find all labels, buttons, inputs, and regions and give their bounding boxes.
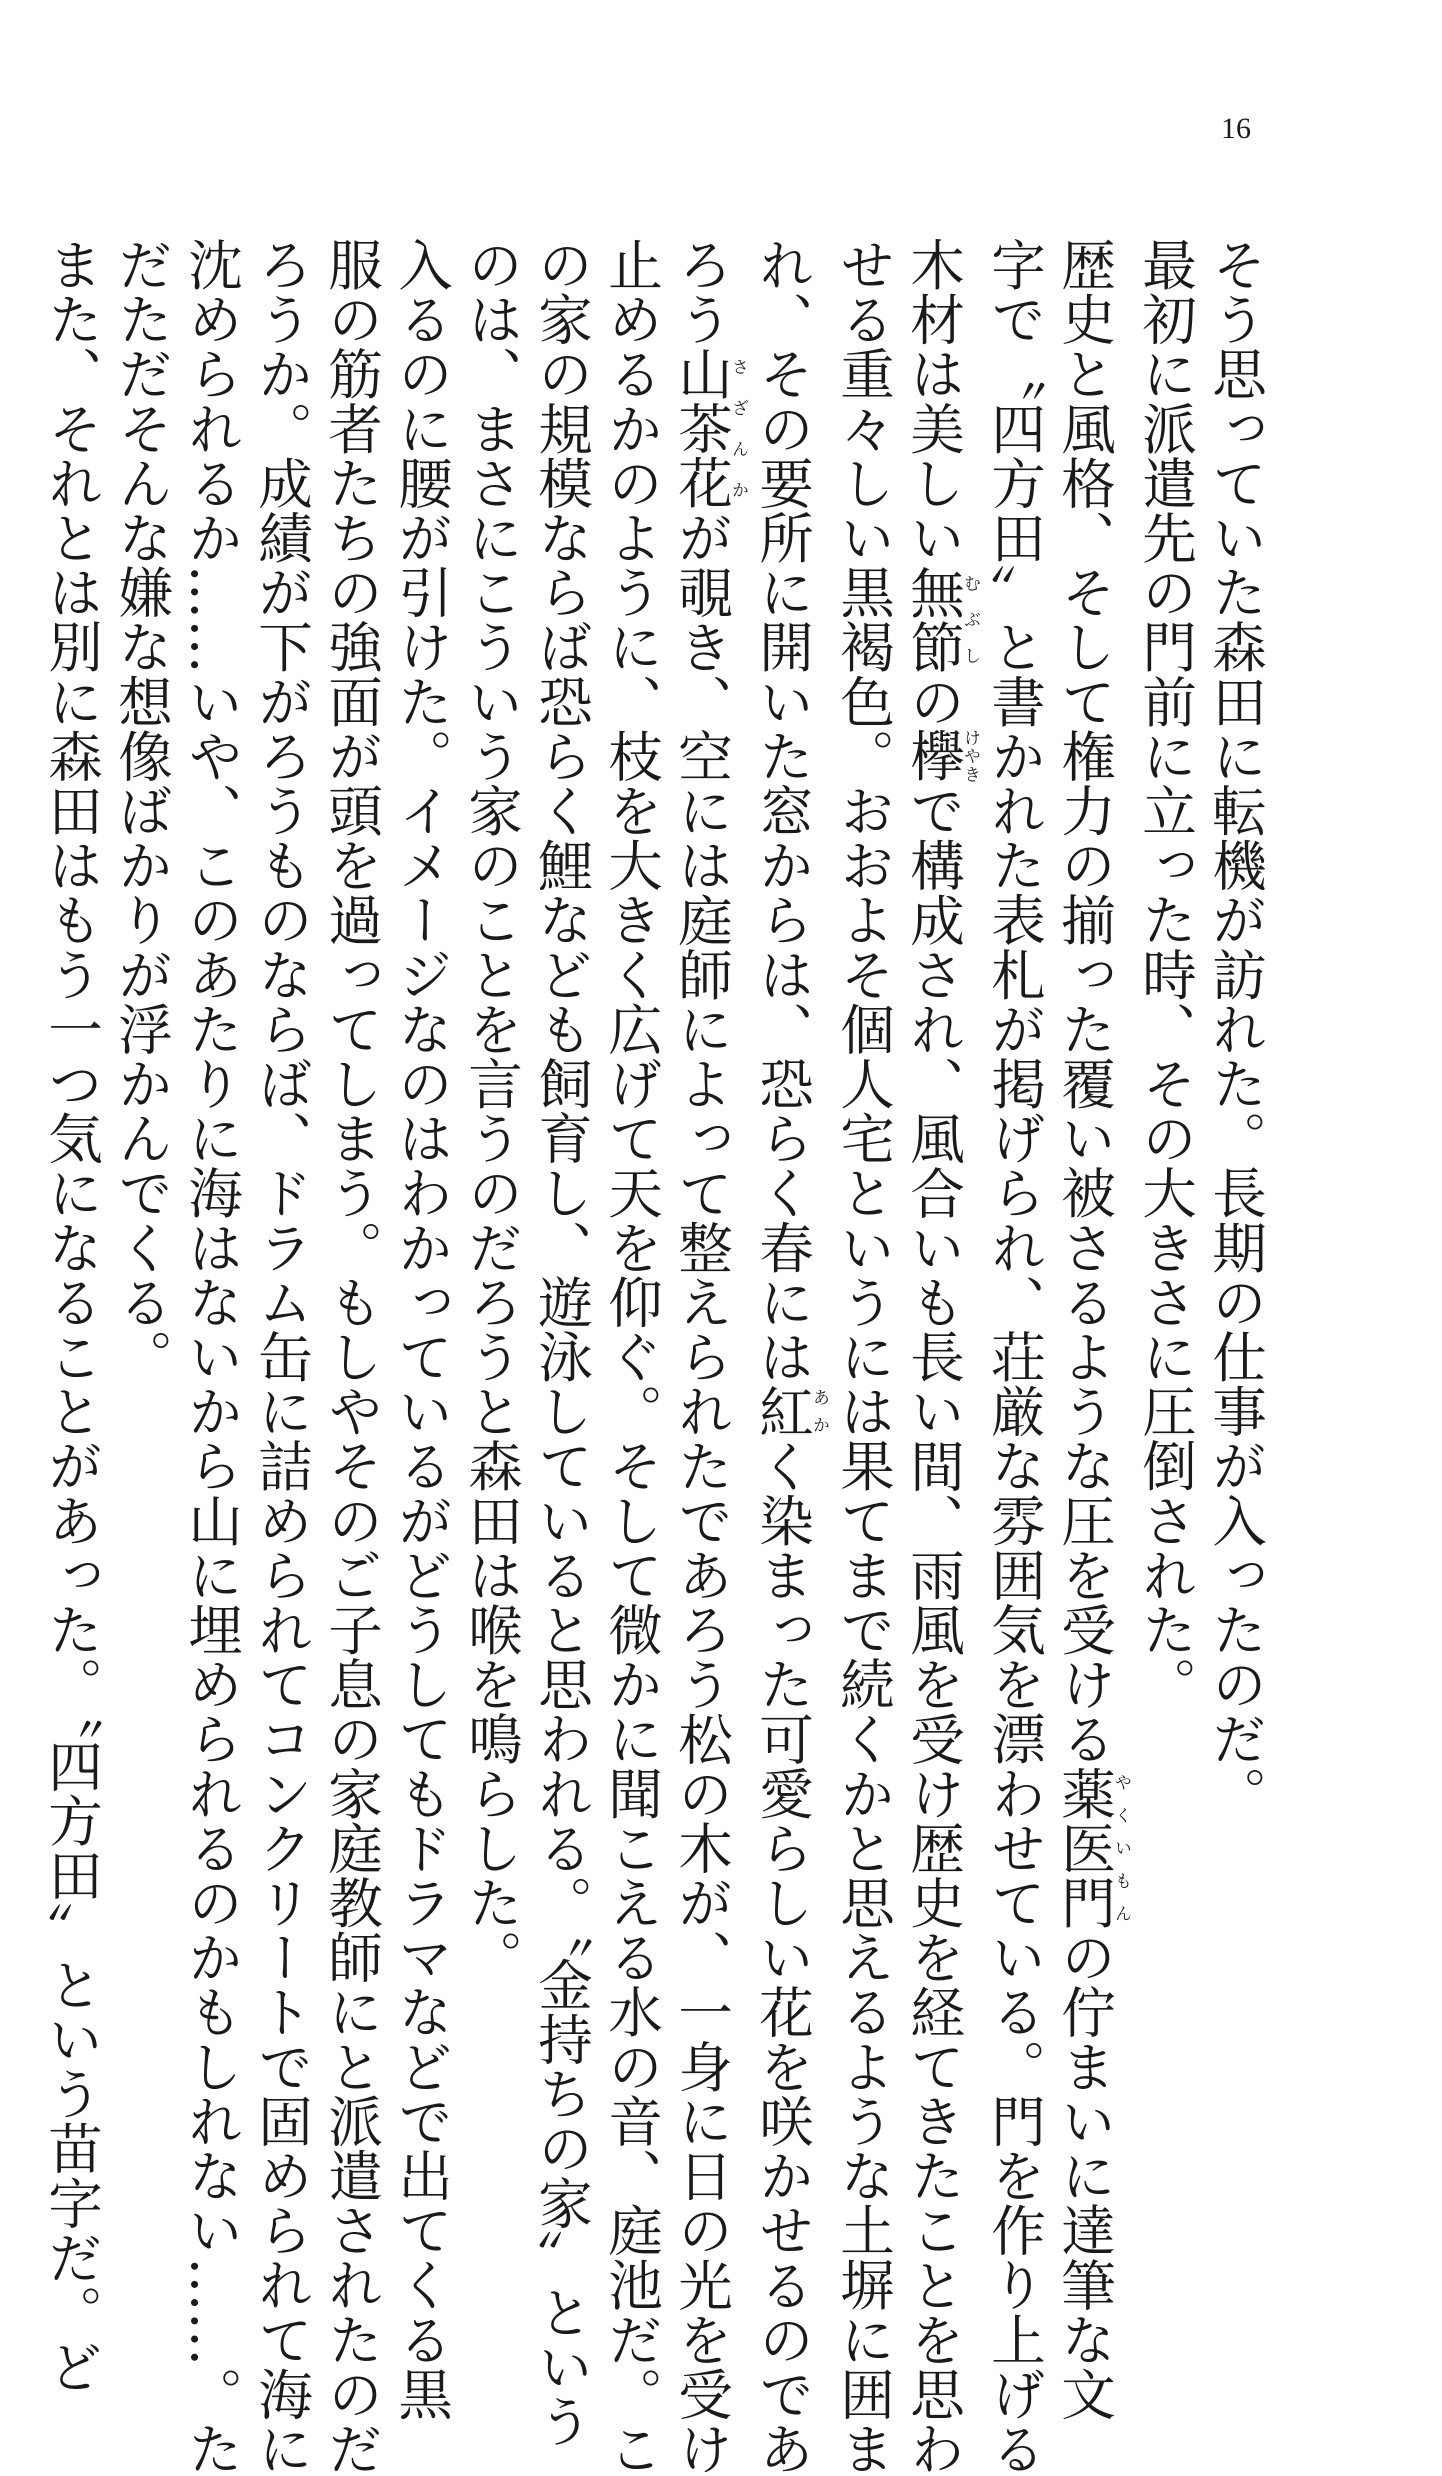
text-line: 止めるかのように、枝を大きく広げて天を仰ぐ。そして微かに聞こえる水の音、庭池だ。こ — [599, 237, 663, 2476]
text-run: 木材は美しい — [901, 237, 965, 565]
text-run: れ、その要所に開いた窓からは、恐らく春には — [750, 237, 814, 1384]
ruby-reading: さざんか — [728, 346, 748, 510]
ruby-annotation — [669, 346, 748, 511]
ruby-reading: むぶし — [960, 564, 980, 674]
text-line: だただそんな嫌な想像ばかりが浮かんでくる。 — [109, 237, 173, 1384]
ruby-base: 欅 — [901, 728, 965, 784]
text-line: 沈められるか……いや、このあたりに海はないから山に埋められるのかもしれない……。た — [179, 237, 243, 2476]
text-line — [666, 237, 748, 2476]
text-run: ろう — [669, 237, 733, 347]
text-line: 入るのに腰が引けた。イメージなのはわかっているがどうしてもドラマなどで出てくる黒 — [389, 237, 453, 2421]
text-run: が覗き、空には庭師によって整えられたであろう松の木が、一身に日の光を受け — [669, 510, 733, 2476]
text-line: また、それとは別に森田はもう一つ気になることがあった。〝四方田〟という苗字だ。ど — [39, 237, 103, 2394]
ruby-annotation — [901, 728, 980, 784]
ruby-base: 紅 — [750, 1383, 814, 1439]
ruby-reading: あか — [809, 1383, 829, 1439]
text-line — [898, 237, 980, 2476]
text-line — [1049, 237, 1131, 2422]
ruby-annotation — [901, 564, 980, 674]
ruby-base: 無節 — [901, 564, 965, 674]
text-line: 字で〝四方田〟と書かれた表札が掲げられ、荘厳な雰囲気を漂わせている。門を作り上げる — [982, 237, 1046, 2476]
text-line: せる重々しい黒褐色。おおよそ個人宅というには果てまで続くかと思えるような土塀に囲ま — [831, 237, 895, 2476]
text-run: 歴史と風格、そして権力の揃った覆い被さるような圧を受ける — [1052, 237, 1116, 1766]
text-line: そう思っていた森田に転機が訪れた。長期の仕事が入ったのだ。 — [1203, 237, 1267, 1821]
ruby-reading: やくいもん — [1111, 1765, 1131, 1930]
ruby-base: 薬医門 — [1052, 1765, 1116, 1930]
text-line: 最初に派遣先の門前に立った時、その大きさに圧倒された。 — [1133, 237, 1197, 1712]
text-line: のは、まさにこういう家のことを言うのだろうと森田は喉を鳴らした。 — [459, 237, 523, 1985]
ruby-annotation — [1052, 1765, 1131, 1930]
text-line: の家の規模ならば恐らく鯉なども飼育し、遊泳していると思われる。〝金持ちの家〟という — [529, 237, 593, 2449]
page-number: 16 — [1221, 112, 1251, 145]
text-line: ろうか。成績が下がろうものならば、ドラム缶に詰められてコンクリートで固められて海に — [249, 237, 313, 2476]
text-run: の佇まいに達筆な文 — [1052, 1929, 1116, 2422]
ruby-base: 山茶花 — [669, 346, 733, 511]
text-run: で構成され、風合いも長い間、雨風を受け歴史を経てきたことを思わ — [901, 783, 965, 2476]
text-run: の — [901, 673, 965, 729]
vertical-body-text — [36, 237, 1270, 2476]
text-line: 服の筋者たちの強面が頭を過ってしまう。もしやそのご子息の家庭教師にと派遣されたのだ — [319, 237, 383, 2476]
ruby-annotation — [750, 1383, 829, 1439]
ruby-reading: けやき — [960, 728, 980, 784]
text-line — [747, 237, 829, 2476]
text-run: く染まった可愛らしい花を咲かせるのであ — [750, 1438, 814, 2476]
